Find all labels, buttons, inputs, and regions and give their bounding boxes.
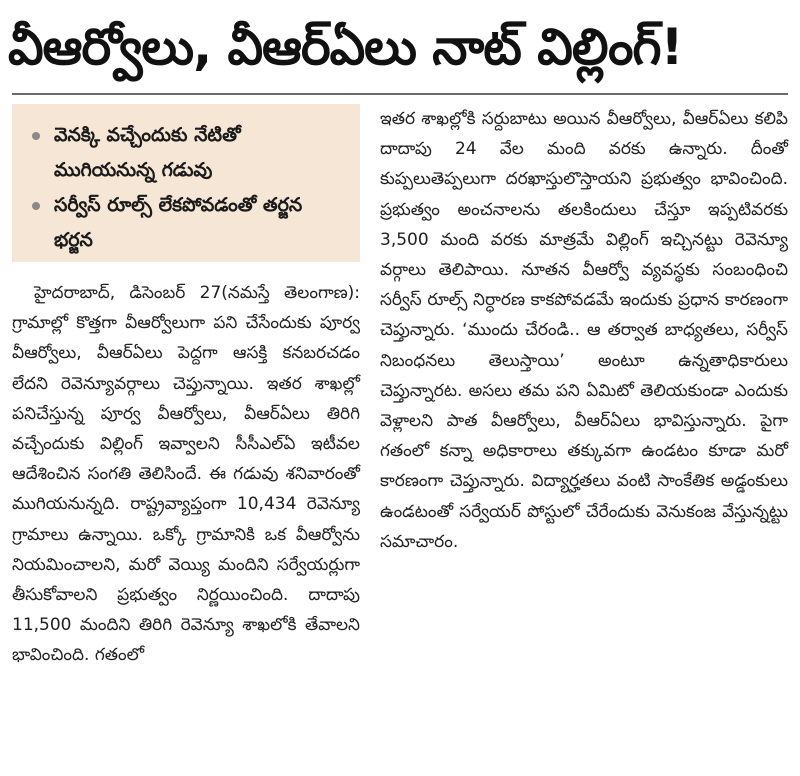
highlight-text: సర్వీస్ రూల్స్ లేకపోవడంతో తర్జన భర్జన [54, 194, 303, 251]
headline-rule [12, 93, 788, 95]
article-body-right: ఇతర శాఖల్లోకి సర్దుబాటు అయిన వీఆర్వోలు, వీఆర్ఏలు కలిపి దాదాపు 24 వేల మంది వరకు ఉన్నారు. దీంతో కుప్పలుతెప్పలుగా దరఖాస్తులొస్తాయని ప్రభుత్వం భావించింది. ప్రభుత్వం అంచనాలను తలకిందులు చేస్తూ ఇప్పటివరకు 3,500 మంది వరకు మాత్రమే విల్లింగ్ ఇచ్చినట్టు రెవెన్యూ వర్గాలు తెలిపాయి. నూతన వీఆర్వో వ్యవస్థకు సంబంధించి సర్వీస్ రూల్స్ నిర్ధారణ కాకపోవడమే ఇందుకు ప్రధాన కారణంగా చెప్తున్నారు. ‘ముందు చేరండి.. ఆ తర్వాత బాధ్యతలు, సర్వీస్ నిబంధనలు తెలుస్తాయి’ అంటూ ఉన్నతాధికారులు చెప్తున్నారట. అసలు తమ పని ఏమిటో తెలియకుండా ఎందుకు వెళ్లాలని పాత వీఆర్వోలు, వీఆర్ఏలు భావిస్తున్నారు. పైగా గతంలో కన్నా అధికారాలు తక్కువగా ఉండటం కూడా మరో కారణంగా చెప్తున్నారు. విద్యార్హతలు వంటి సాంకేతిక అడ్డంకులు ఉండటంతో సర్వేయర్ పోస్టులో చేరేందుకు వెనుకంజ వేస్తున్నట్టు సమాచారం. [380, 109, 788, 552]
left-column [12, 104, 360, 671]
right-column [380, 104, 788, 557]
article-body-left: హైదరాబాద్, డిసెంబర్ 27(నమస్తే తెలంగాణ): గ్రామాల్లో కొత్తగా వీఆర్వోలుగా పని చేసేందుకు పూర్వ వీఆర్వోలు, వీఆర్ఏలు పెద్దగా ఆసక్తి కనబరచడం లేదని రెవెన్యూవర్గాలు చెప్తున్నాయి. ఇతర శాఖల్లో పనిచేస్తున్న పూర్వ వీఆర్వోలు, వీఆర్ఏలు తిరిగి వచ్చేందుకు విల్లింగ్ ఇవ్వాలని సీసీఎల్ఏ ఇటీవల ఆదేశించిన సంగతి తెలిసిందే. ఈ గడువు శనివారంతో ముగియనున్నది. రాష్ట్రవ్యాప్తంగా 10,434 రెవెన్యూ గ్రామాలు ఉన్నాయి. ఒక్కో గ్రామానికి ఒక వీఆర్వోను నియమించాలని, మరో వెయ్యి మందిని సర్వేయర్లుగా తీసుకోవాలని ప్రభుత్వం నిర్ణయించింది. దాదాపు 11,500 మందిని తిరిగి రెవెన్యూ శాఖలోకి తేవాలని భావించింది. గతంలో [12, 283, 360, 666]
bullet-icon [32, 132, 40, 140]
bullet-icon [32, 202, 40, 210]
headline: వీఆర్వోలు, వీఆర్ఏలు నాట్ విల్లింగ్! [8, 18, 683, 76]
highlight-item [32, 188, 344, 258]
highlight-item [32, 118, 344, 188]
highlights-box [12, 104, 360, 262]
highlight-text: వెనక్కి వచ్చేందుకు నేటితో ముగియనున్న గడువు [54, 124, 241, 181]
